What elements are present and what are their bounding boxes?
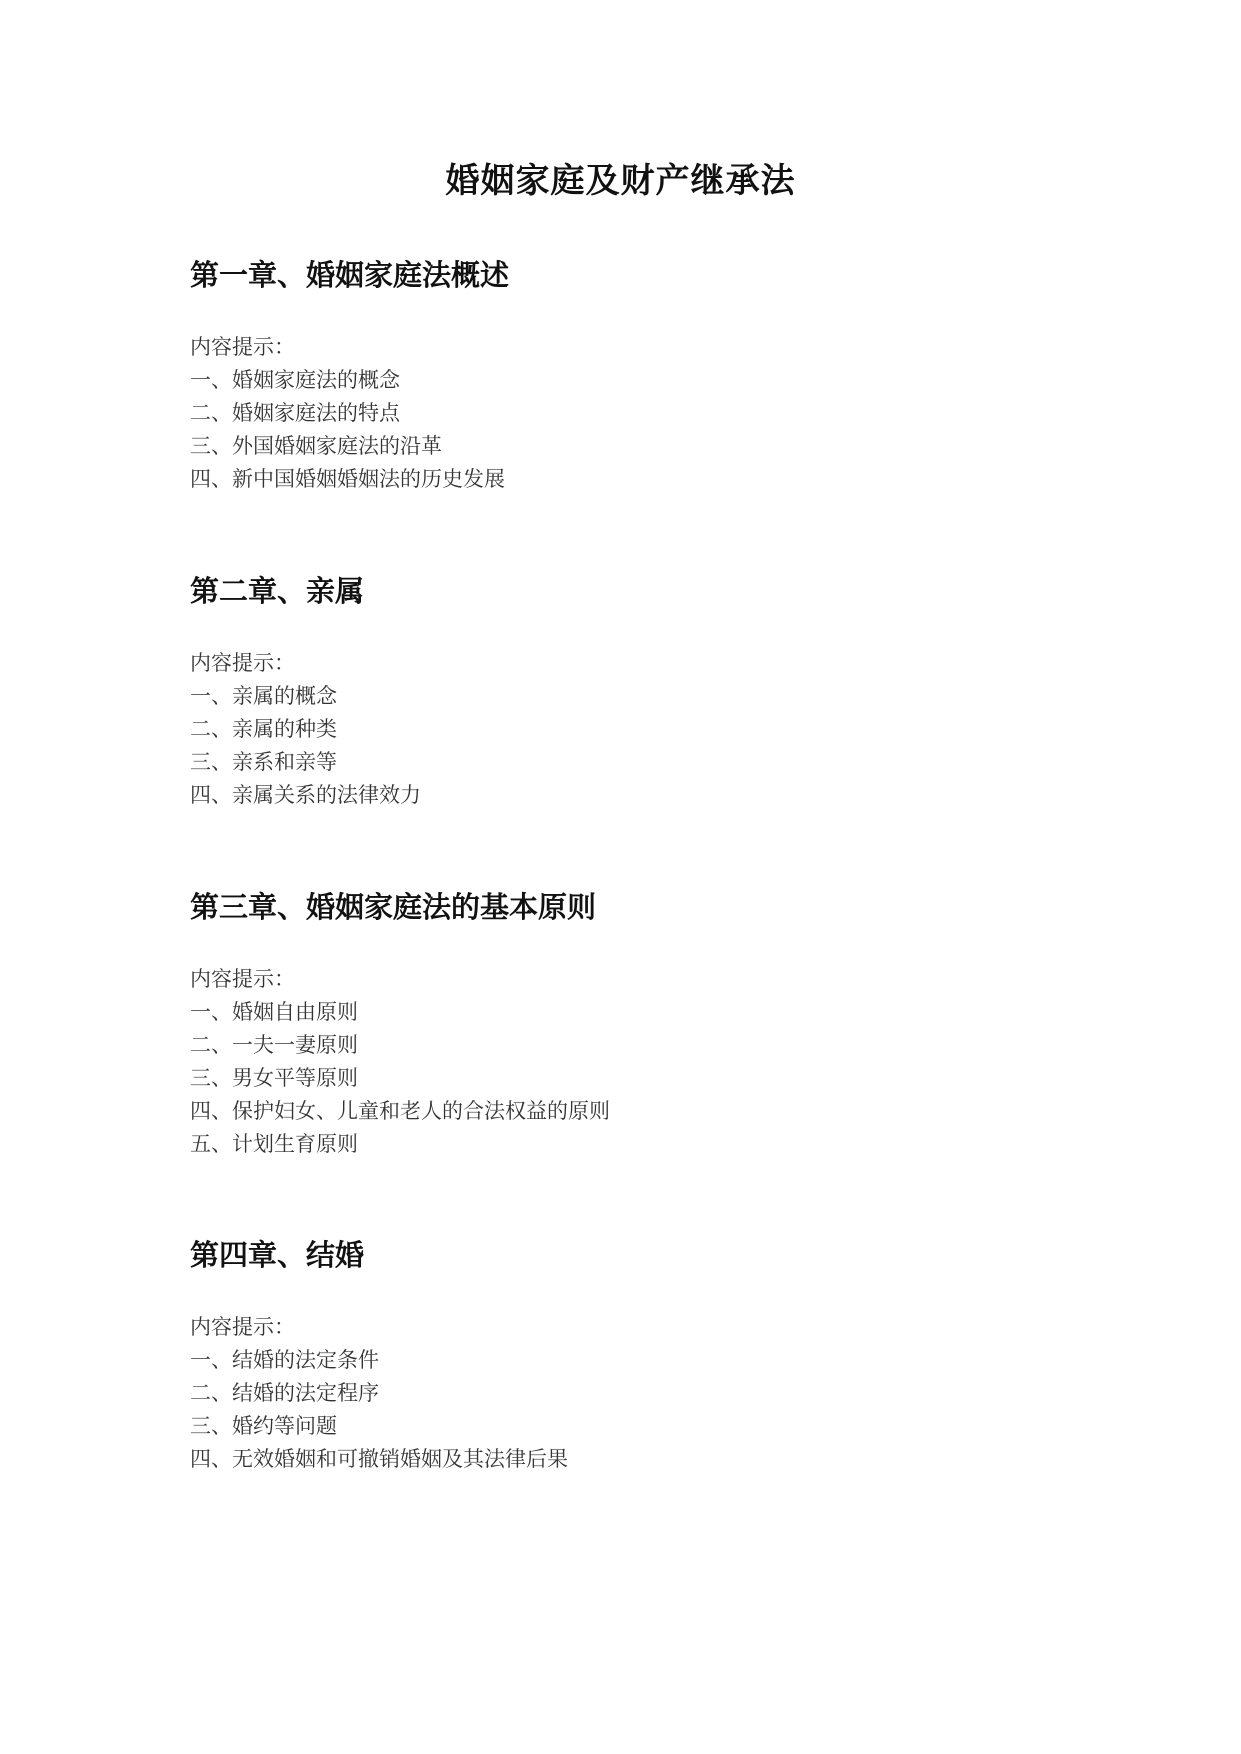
list-item: 四、无效婚姻和可撤销婚姻及其法律后果	[190, 1447, 568, 1471]
content-hint-list	[190, 996, 1090, 1161]
content-hint-label: 内容提示：	[190, 967, 295, 991]
chapter-heading: 第二章、亲属	[190, 574, 365, 608]
list-item: 三、男女平等原则	[190, 1066, 358, 1090]
chapter-heading: 第四章、结婚	[190, 1238, 365, 1272]
content-hint-label: 内容提示：	[190, 1315, 295, 1339]
list-item: 二、婚姻家庭法的特点	[190, 401, 400, 425]
content-hint-list	[190, 1344, 1090, 1476]
document-title: 婚姻家庭及财产继承法	[445, 161, 796, 201]
content-hint-list	[190, 680, 1090, 812]
list-item: 二、结婚的法定程序	[190, 1381, 379, 1405]
list-item: 三、外国婚姻家庭法的沿革	[190, 434, 442, 458]
list-item: 三、婚约等问题	[190, 1414, 337, 1438]
chapter-2	[190, 571, 1090, 812]
content-hint-label: 内容提示：	[190, 335, 295, 359]
chapter-heading: 第三章、婚姻家庭法的基本原则	[190, 890, 597, 924]
chapter-3	[190, 887, 1090, 1161]
content-hint-list	[190, 364, 1090, 496]
list-item: 一、婚姻自由原则	[190, 1000, 358, 1024]
list-item: 四、亲属关系的法律效力	[190, 783, 421, 807]
chapter-heading: 第一章、婚姻家庭法概述	[190, 258, 510, 292]
chapter-4	[190, 1235, 1090, 1476]
list-item: 一、结婚的法定条件	[190, 1348, 379, 1372]
list-item: 四、新中国婚姻婚姻法的历史发展	[190, 467, 505, 491]
list-item: 四、保护妇女、儿童和老人的合法权益的原则	[190, 1099, 610, 1123]
list-item: 二、亲属的种类	[190, 717, 337, 741]
chapter-1	[190, 255, 1090, 496]
list-item: 一、婚姻家庭法的概念	[190, 368, 400, 392]
list-item: 三、亲系和亲等	[190, 750, 337, 774]
list-item: 二、一夫一妻原则	[190, 1033, 358, 1057]
list-item: 五、计划生育原则	[190, 1132, 358, 1156]
list-item: 一、亲属的概念	[190, 684, 337, 708]
content-hint-label: 内容提示：	[190, 651, 295, 675]
